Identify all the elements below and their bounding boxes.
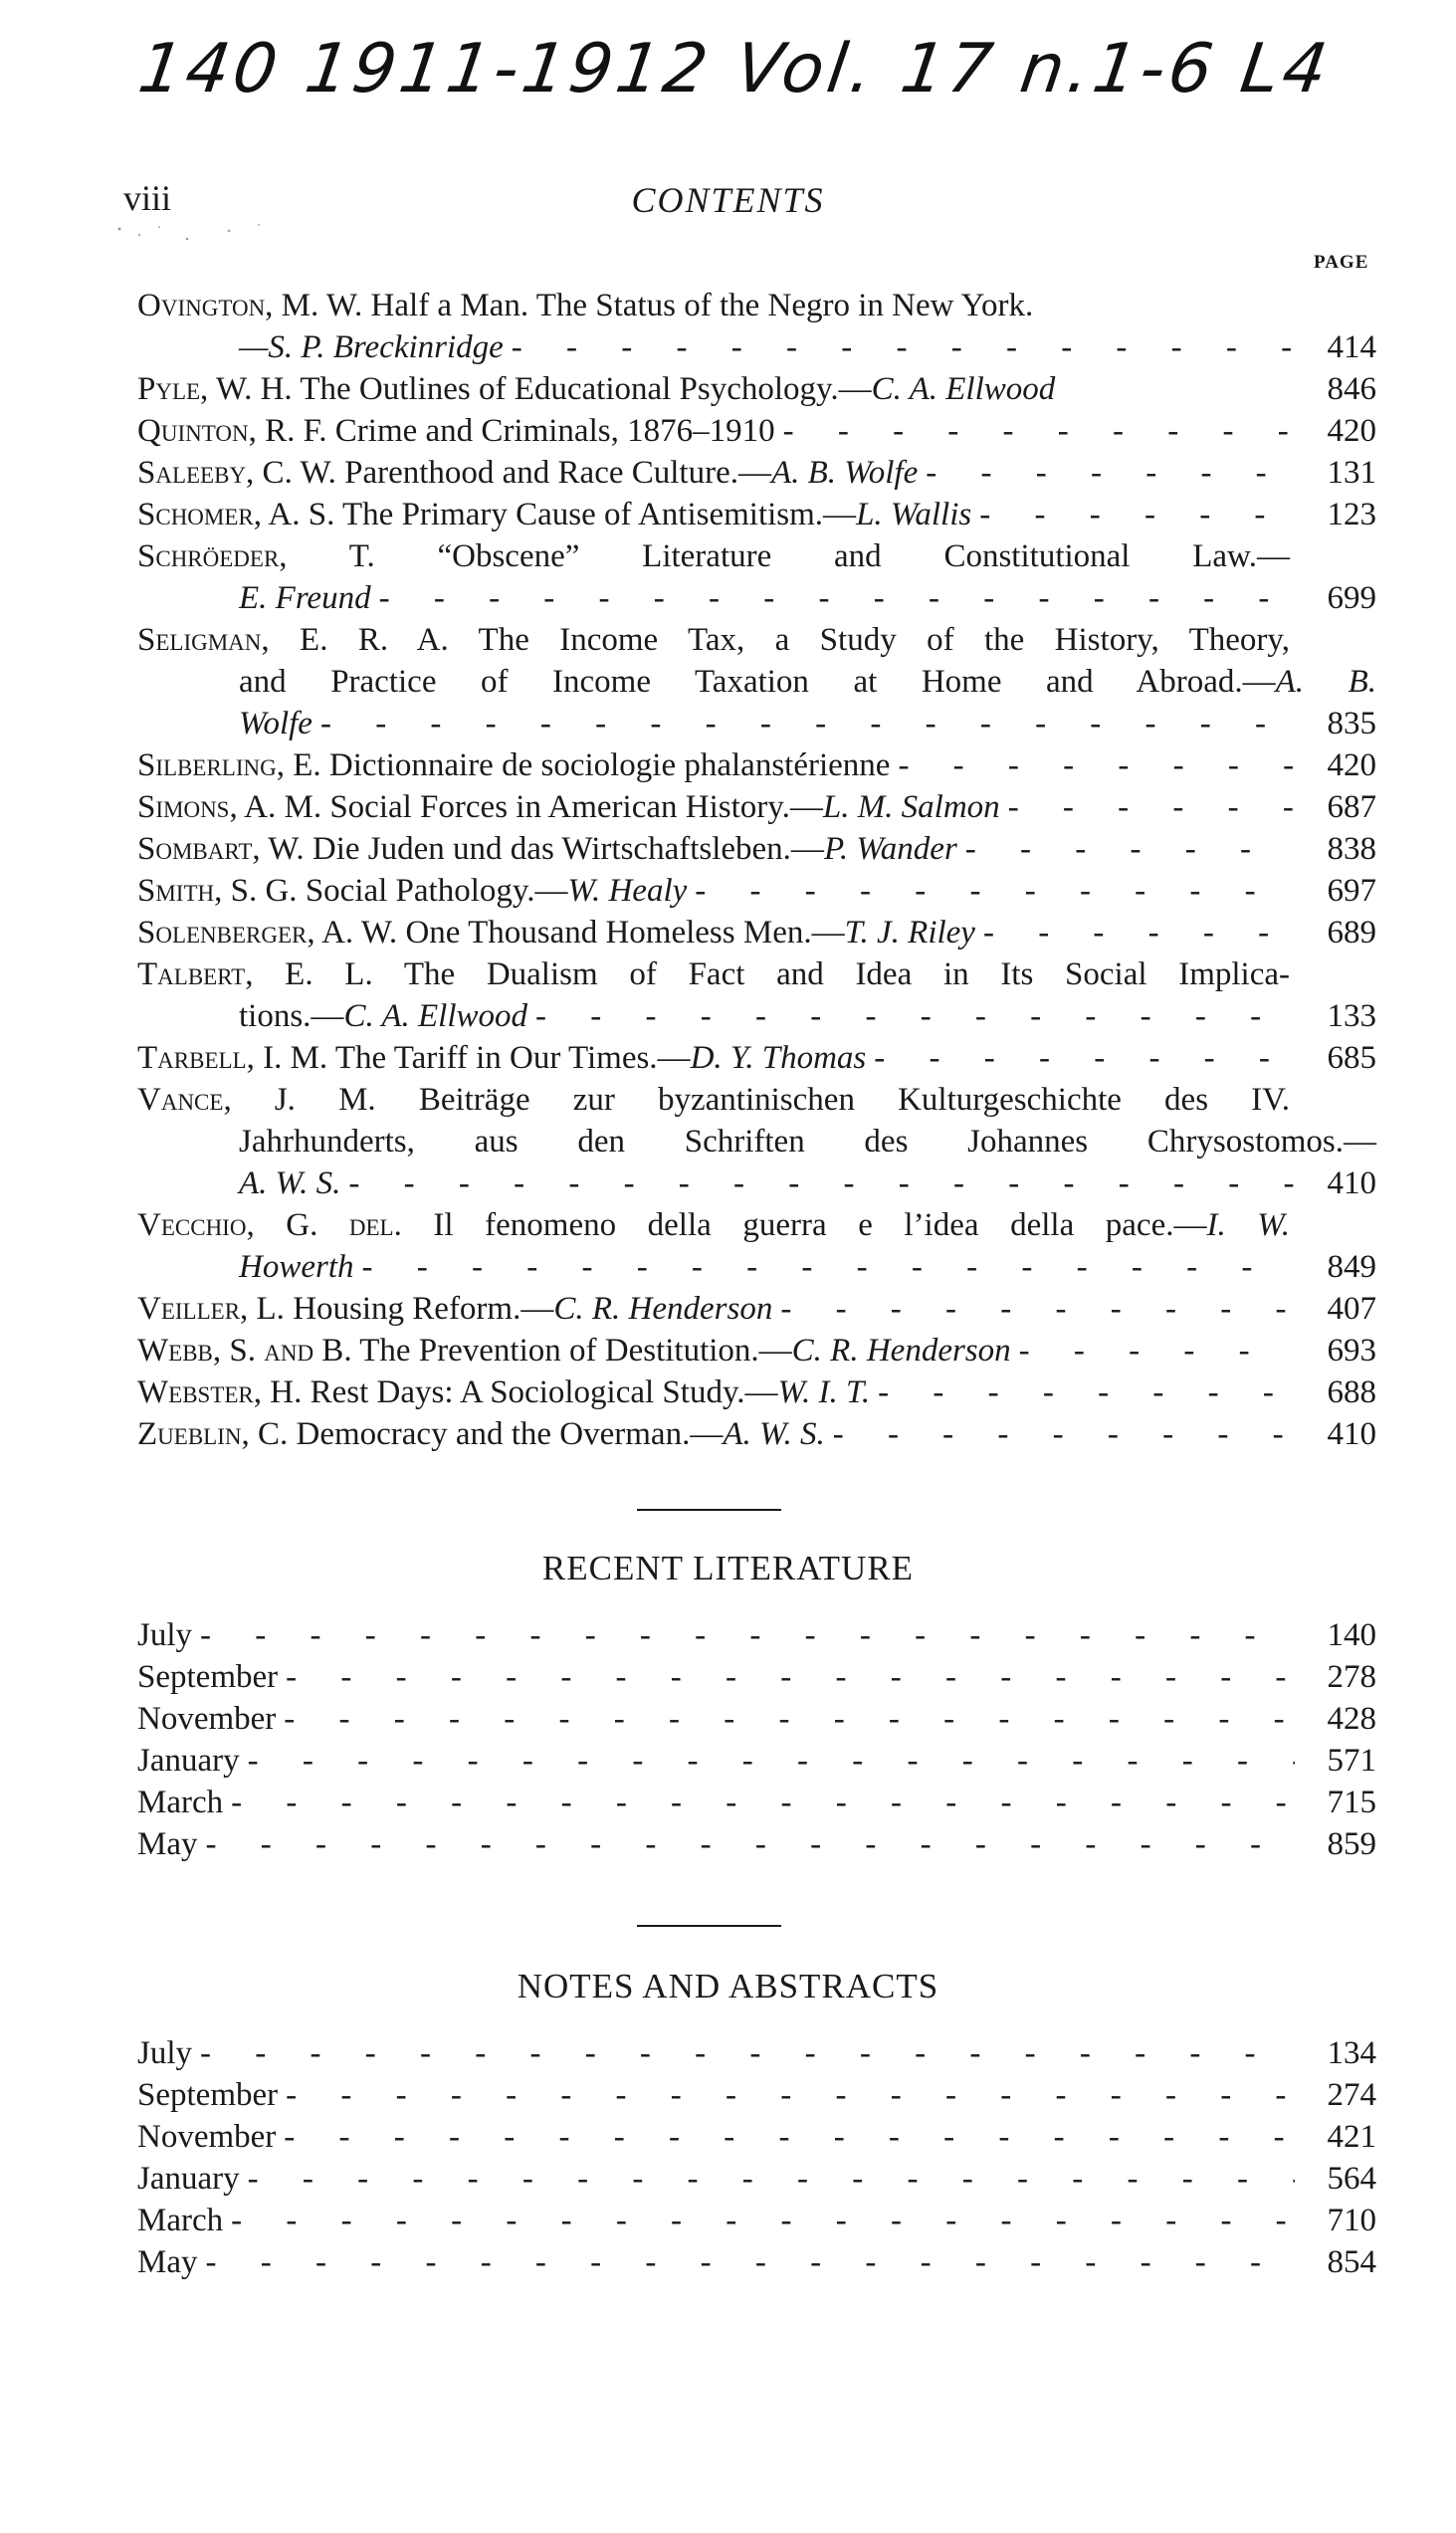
toc-entry — [137, 535, 1376, 619]
entry-title: Il fenomeno della guerra e l’idea della pace.— — [401, 1207, 1207, 1243]
entry-author: Webster, H. — [137, 1374, 303, 1410]
issue-page-number: 274 — [1327, 2077, 1376, 2113]
entry-title: Jahrhunderts, aus den Schriften des Johannes Chrysostomos.— — [239, 1124, 1376, 1160]
entry-page-number: 699 — [1327, 580, 1376, 616]
paper-blemish — [100, 221, 279, 261]
entry-author: Solenberger, A. W. — [137, 915, 398, 950]
dot-leader — [878, 1372, 1295, 1413]
issue-month: November — [137, 2119, 277, 2155]
entry-author: Vecchio, G. del. — [137, 1207, 402, 1243]
issue-month: September — [137, 1659, 279, 1695]
entry-title: Crime and Criminals, 1876–1910 — [326, 413, 775, 449]
toc-entry-line — [137, 870, 1376, 912]
recent-literature-title: RECENT LITERATURE — [541, 1549, 915, 1587]
entry-title: The Dualism of Fact and Idea in Its Social Implica- — [372, 956, 1290, 992]
entry-title: Beiträge zur byzantinischen Kulturgeschichte des IV. — [375, 1082, 1290, 1118]
issue-page-number: 428 — [1327, 1701, 1376, 1737]
entry-page-number: 414 — [1327, 329, 1376, 365]
toc-entry — [137, 912, 1376, 953]
toc-entry — [137, 1204, 1376, 1288]
issue-page-number: 140 — [1327, 1617, 1376, 1653]
toc-entry — [137, 368, 1376, 410]
entry-author: Schröeder, T. — [137, 538, 375, 574]
issue-page-number: 571 — [1327, 1743, 1376, 1779]
entry-title: Die Juden und das Wirtschaftsleben.— — [304, 831, 824, 867]
dot-leader — [206, 1823, 1296, 1865]
toc-entry — [137, 870, 1376, 912]
notes-abstracts-title: NOTES AND ABSTRACTS — [517, 1967, 939, 2005]
entry-author: Seligman, E. R. A. — [137, 622, 449, 658]
entry-page-number: 133 — [1327, 998, 1376, 1034]
dot-leader — [1008, 786, 1295, 828]
issue-page-number: 710 — [1327, 2203, 1376, 2238]
toc-entry-line — [137, 285, 1376, 326]
entry-title: Half a Man. The Status of the Negro in New York. — [362, 288, 1034, 323]
entry-title: The Outlines of Educational Psychology.— — [292, 371, 872, 407]
issue-row — [137, 2032, 1376, 2074]
entry-reviewer: C. A. Ellwood — [871, 371, 1056, 407]
entry-author: Veiller, L. — [137, 1291, 285, 1327]
issue-row — [137, 1782, 1376, 1823]
entry-author: Vance, J. M. — [137, 1082, 376, 1118]
dot-leader — [979, 494, 1295, 535]
issue-page-number: 854 — [1327, 2244, 1376, 2280]
toc-entry — [137, 285, 1376, 368]
entry-page-number: 849 — [1327, 1249, 1376, 1285]
entry-author: Zueblin, C. — [137, 1416, 289, 1452]
toc-entry — [137, 1413, 1376, 1455]
issue-row — [137, 1614, 1376, 1656]
dot-leader — [320, 703, 1295, 744]
entry-page-number: 407 — [1327, 1291, 1376, 1327]
toc-entry — [137, 1037, 1376, 1079]
dot-leader — [965, 828, 1295, 870]
entry-reviewer: L. M. Salmon — [822, 789, 1000, 825]
entry-title: The Prevention of Destitution.— — [351, 1333, 792, 1369]
toc-entry-line — [137, 995, 1376, 1037]
dot-leader — [200, 1614, 1295, 1656]
entry-page-number: 410 — [1327, 1165, 1376, 1201]
dot-leader — [362, 1246, 1296, 1288]
justified-line — [137, 535, 1290, 577]
dot-leader — [926, 452, 1295, 494]
entry-page-number: 420 — [1327, 413, 1376, 449]
justified-line — [137, 1204, 1290, 1246]
entry-reviewer: L. Wallis — [856, 497, 972, 532]
entry-reviewer: E. Freund — [239, 580, 371, 616]
entry-title: Social Pathology.— — [297, 873, 568, 909]
entry-title: Democracy and the Overman.— — [288, 1416, 724, 1452]
dot-leader — [780, 1288, 1295, 1330]
dot-leader — [1019, 1330, 1295, 1372]
issue-month: May — [137, 2244, 198, 2280]
entry-reviewer: I. W. — [1206, 1207, 1290, 1243]
entry-reviewer: A. W. S. — [723, 1416, 825, 1452]
dot-leader — [248, 2158, 1295, 2200]
recent-literature-list — [137, 1614, 1376, 1865]
dot-leader — [535, 995, 1295, 1037]
notes-abstracts-list — [137, 2032, 1376, 2283]
dot-leader — [286, 1656, 1295, 1698]
entry-reviewer: A. B. — [1275, 664, 1376, 700]
issue-page-number: 859 — [1327, 1826, 1376, 1862]
toc-entry-line — [137, 1162, 1376, 1204]
entry-title: Housing Reform.— — [284, 1291, 554, 1327]
toc-entry-line — [137, 828, 1376, 870]
entry-title: “Obscene” Literature and Constitutional Law.— — [374, 538, 1290, 574]
issue-page-number: 134 — [1327, 2035, 1376, 2071]
entry-author: Silberling, E. — [137, 747, 321, 783]
issue-row — [137, 1823, 1376, 1865]
entry-author: Quinton, R. F. — [137, 413, 327, 449]
issue-month: July — [137, 2035, 193, 2071]
issue-page-number: 564 — [1327, 2161, 1376, 2197]
toc-entry — [137, 494, 1376, 535]
section-rule — [637, 1925, 781, 1927]
issue-row — [137, 2241, 1376, 2283]
entry-page-number: 697 — [1327, 873, 1376, 909]
toc-entry-line — [137, 1288, 1376, 1330]
dot-leader — [231, 2200, 1295, 2241]
entry-reviewer: P. Wander — [823, 831, 957, 867]
issue-row — [137, 2074, 1376, 2116]
entry-title: The Income Tax, a Study of the History, Theory, — [448, 622, 1290, 658]
entry-title: Parenthood and Race Culture.— — [335, 455, 771, 491]
handwritten-annotation: 140 1911-1912 Vol. 17 n.1-6 L4 — [133, 30, 1337, 108]
page-folio: viii — [123, 178, 172, 218]
toc-entry-line — [137, 786, 1376, 828]
issue-month: May — [137, 1826, 198, 1862]
justified-line — [137, 953, 1290, 995]
entry-page-number: 688 — [1327, 1374, 1376, 1410]
entry-title: The Primary Cause of Antisemitism.— — [334, 497, 857, 532]
entry-reviewer: Wolfe — [239, 706, 312, 741]
entry-title: The Tariff in Our Times.— — [327, 1040, 691, 1076]
toc-entry — [137, 786, 1376, 828]
entry-reviewer: C. R. Henderson — [791, 1333, 1011, 1369]
dot-leader — [348, 1162, 1295, 1204]
entry-reviewer: D. Y. Thomas — [690, 1040, 867, 1076]
toc-entry — [137, 452, 1376, 494]
dot-leader — [695, 870, 1295, 912]
toc-entry-line — [137, 410, 1376, 452]
issue-page-number: 421 — [1327, 2119, 1376, 2155]
issue-month: September — [137, 2077, 279, 2113]
issue-page-number: 715 — [1327, 1785, 1376, 1820]
toc-entry — [137, 1330, 1376, 1372]
toc-entry-line — [137, 912, 1376, 953]
dot-leader — [248, 1740, 1295, 1782]
entry-author: Saleeby, C. W. — [137, 455, 336, 491]
entry-author: Schomer, A. S. — [137, 497, 335, 532]
running-title: CONTENTS — [631, 180, 825, 220]
toc-entry-line — [137, 744, 1376, 786]
section-rule — [637, 1509, 781, 1511]
toc-entry-line — [137, 1372, 1376, 1413]
issue-month: January — [137, 2161, 240, 2197]
issue-row — [137, 2158, 1376, 2200]
justified-line — [239, 661, 1376, 703]
entry-reviewer: C. R. Henderson — [553, 1291, 773, 1327]
issue-month: March — [137, 1785, 224, 1820]
dot-leader — [379, 577, 1295, 619]
toc-entry-line — [137, 1079, 1376, 1121]
toc-entry — [137, 1288, 1376, 1330]
entry-page-number: 838 — [1327, 831, 1376, 867]
toc-entry — [137, 744, 1376, 786]
toc-entry-line — [137, 1037, 1376, 1079]
toc-entry-line — [137, 1246, 1376, 1288]
entry-page-number: 693 — [1327, 1333, 1376, 1369]
toc-entry — [137, 953, 1376, 1037]
entry-author: Sombart, W. — [137, 831, 305, 867]
entry-page-number: 689 — [1327, 915, 1376, 950]
entry-page-number: 123 — [1327, 497, 1376, 532]
issue-row — [137, 1698, 1376, 1740]
toc-entry — [137, 1079, 1376, 1204]
toc-entry — [137, 410, 1376, 452]
issue-month: January — [137, 1743, 240, 1779]
entry-author: Simons, A. M. — [137, 789, 322, 825]
entry-reviewer: A. W. S. — [239, 1165, 341, 1201]
dot-leader — [833, 1413, 1295, 1455]
page-column-label: PAGE — [1314, 252, 1369, 273]
dot-leader — [874, 1037, 1295, 1079]
entry-reviewer: A. B. Wolfe — [770, 455, 919, 491]
issue-row — [137, 2116, 1376, 2158]
issue-month: November — [137, 1701, 277, 1737]
entry-reviewer: T. J. Riley — [844, 915, 975, 950]
dot-leader — [783, 410, 1295, 452]
toc-entry-line — [137, 1204, 1376, 1246]
toc-entry-line — [137, 619, 1376, 661]
issue-row — [137, 1656, 1376, 1698]
dot-leader — [200, 2032, 1295, 2074]
toc-entry-line — [137, 452, 1376, 494]
toc-entry-line — [137, 661, 1376, 703]
entry-author: Webb, S. and B. — [137, 1333, 352, 1369]
dot-leader — [512, 326, 1295, 368]
toc-entry — [137, 619, 1376, 744]
entry-author: Ovington, M. W. — [137, 288, 363, 323]
entry-author: Pyle, W. H. — [137, 371, 293, 407]
toc-entry-line — [137, 368, 1376, 410]
entry-title: and Practice of Income Taxation at Home and Abroad.— — [239, 664, 1276, 700]
entry-author: Smith, S. G. — [137, 873, 298, 909]
justified-line — [239, 1121, 1376, 1162]
entry-title: Social Forces in American History.— — [321, 789, 823, 825]
issue-row — [137, 2200, 1376, 2241]
entry-reviewer: —S. P. Breckinridge — [239, 329, 504, 365]
issue-row — [137, 1740, 1376, 1782]
dot-leader — [206, 2241, 1296, 2283]
dot-leader — [983, 912, 1295, 953]
toc-entry-line — [137, 703, 1376, 744]
entry-page-number: 410 — [1327, 1416, 1376, 1452]
toc-entry-line — [137, 1121, 1376, 1162]
toc-entry-line — [137, 326, 1376, 368]
entry-page-number: 687 — [1327, 789, 1376, 825]
entry-title: Dictionnaire de sociologie phalanstérienne — [320, 747, 891, 783]
toc-entry-line — [137, 1330, 1376, 1372]
dot-leader — [284, 1698, 1295, 1740]
toc-entry-line — [137, 535, 1376, 577]
entry-author: Tarbell, I. M. — [137, 1040, 328, 1076]
toc-entry-line — [137, 953, 1376, 995]
toc-entry-line — [137, 577, 1376, 619]
dot-leader — [284, 2116, 1295, 2158]
entry-title: One Thousand Homeless Men.— — [397, 915, 845, 950]
dot-leader — [286, 2074, 1295, 2116]
contents-entries — [137, 285, 1376, 1455]
issue-month: March — [137, 2203, 224, 2238]
entry-reviewer: W. I. T. — [777, 1374, 871, 1410]
entry-title: tions.— — [239, 998, 344, 1034]
toc-entry-line — [137, 1413, 1376, 1455]
entry-title: Rest Days: A Sociological Study.— — [302, 1374, 778, 1410]
dot-leader — [898, 744, 1295, 786]
entry-reviewer: W. Healy — [567, 873, 688, 909]
dot-leader — [231, 1782, 1295, 1823]
entry-page-number: 835 — [1327, 706, 1376, 741]
issue-page-number: 278 — [1327, 1659, 1376, 1695]
toc-entry — [137, 828, 1376, 870]
entry-page-number: 846 — [1327, 371, 1376, 407]
toc-entry — [137, 1372, 1376, 1413]
issue-month: July — [137, 1617, 193, 1653]
entry-page-number: 420 — [1327, 747, 1376, 783]
entry-reviewer: Howerth — [239, 1249, 354, 1285]
entry-reviewer: C. A. Ellwood — [343, 998, 528, 1034]
toc-entry-line — [137, 494, 1376, 535]
entry-page-number: 685 — [1327, 1040, 1376, 1076]
justified-line — [137, 1079, 1290, 1121]
justified-line — [137, 619, 1290, 661]
entry-page-number: 131 — [1327, 455, 1376, 491]
entry-author: Talbert, E. L. — [137, 956, 373, 992]
